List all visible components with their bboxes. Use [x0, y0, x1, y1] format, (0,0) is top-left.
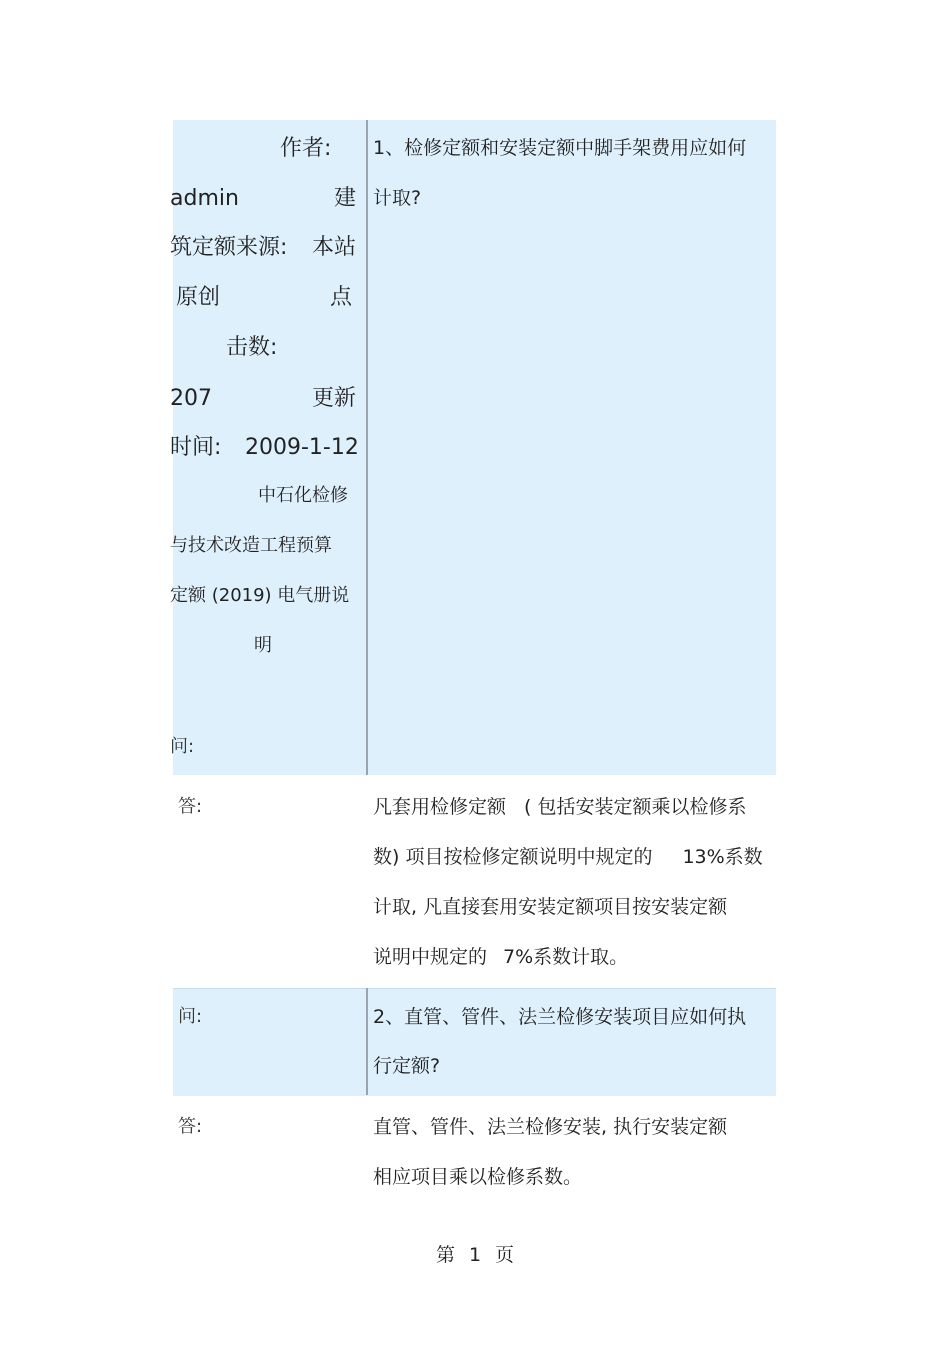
answer-2-line-1: 直管、管件、法兰检修安装, 执行安装定额: [373, 1116, 728, 1138]
question-2-line-2: 行定额?: [373, 1055, 441, 1077]
update-label: 时间:: [170, 435, 222, 460]
clicks-value: 207: [170, 386, 212, 411]
update-value: 2009-1-12: [245, 435, 359, 460]
question-label-2: 问:: [178, 1006, 203, 1027]
meta-author-value-line: [170, 184, 356, 214]
meta-clicks-value-line: [170, 384, 356, 414]
update-part-a: 更新: [311, 386, 356, 411]
question-label-1: 问:: [170, 736, 195, 757]
page-suffix: 页: [495, 1244, 515, 1266]
meta-author-line: [170, 134, 356, 164]
doc-title-line-4: 明: [254, 635, 272, 656]
answer-1-line-2: 数) 项目按检修定额说明中规定的 13%系数: [373, 846, 763, 868]
doc-title-line-1: 中石化检修: [258, 485, 348, 506]
clicks-label: 击数:: [226, 335, 278, 360]
page-footer: [0, 1242, 950, 1268]
question-2-line-1: 2、直管、管件、法兰检修安装项目应如何执: [373, 1006, 747, 1028]
column-divider-1: [366, 120, 368, 775]
meta-clicks-line: [170, 333, 356, 363]
meta-origin-line: [170, 283, 356, 313]
question-1-line-2: 计取?: [373, 187, 422, 209]
page-number: 1: [468, 1244, 482, 1266]
source-label: 筑定额来源:: [170, 235, 288, 260]
doc-title-line-3: 定额 (2019) 电气册说: [170, 585, 350, 606]
answer-label-1: 答:: [178, 796, 203, 817]
question-1-line-1: 1、检修定额和安装定额中脚手架费用应如何: [373, 137, 747, 159]
author-value: admin: [170, 186, 239, 211]
source-value: 本站: [311, 235, 356, 260]
answer-1-line-3: 计取, 凡直接套用安装定额项目按安装定额: [373, 896, 728, 918]
meta-source-line: [170, 233, 356, 263]
doc-title-line-2: 与技术改造工程预算: [170, 535, 332, 556]
column-divider-2: [366, 988, 368, 1095]
clicks-part-a: 点: [329, 285, 352, 310]
meta-update-line: [170, 433, 359, 463]
author-label: 作者:: [280, 136, 332, 161]
answer-1-line-4: 说明中规定的 7%系数计取。: [373, 946, 629, 968]
answer-1-line-1: 凡套用检修定额 ( 包括安装定额乘以检修系: [373, 796, 747, 818]
origin-value: 原创: [176, 285, 221, 310]
page-prefix: 第: [435, 1244, 455, 1266]
answer-label-2: 答:: [178, 1116, 203, 1137]
source-part-a: 建: [333, 186, 356, 211]
answer-2-line-2: 相应项目乘以检修系数。: [373, 1166, 583, 1188]
